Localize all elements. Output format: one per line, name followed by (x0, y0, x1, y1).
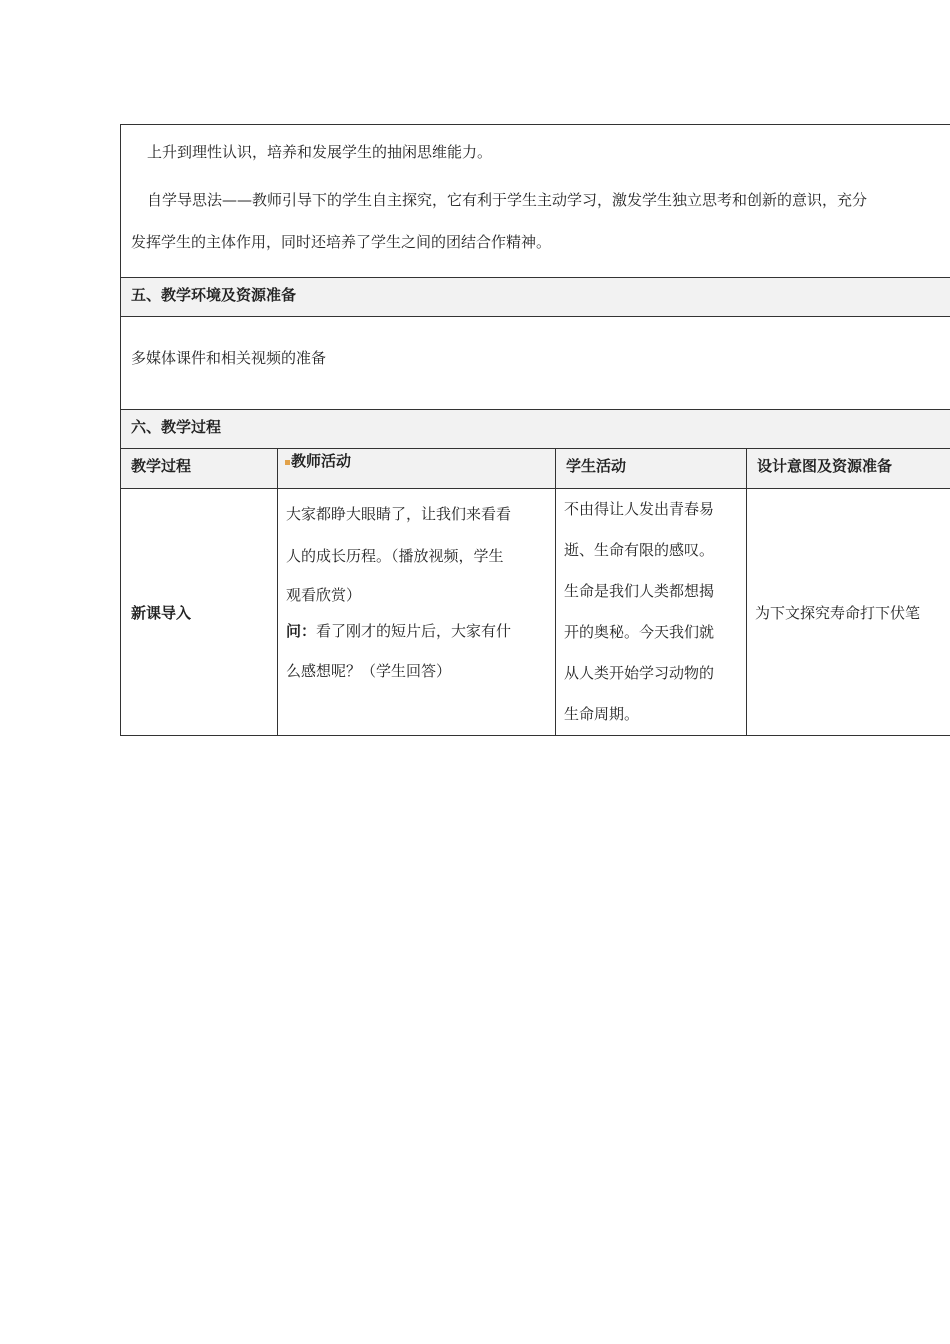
teaching-process-table (120, 448, 950, 736)
design-intent-cell (747, 489, 950, 736)
teacher-activity-cell (278, 489, 556, 736)
student-activity-cell (556, 489, 747, 736)
teacher-line-2: 人的成长历程。（播放视频，学生 (286, 547, 504, 565)
student-line-6: 生命周期。 (564, 705, 640, 723)
teacher-question-line-2: 么感想呢？（学生回答） (286, 662, 452, 680)
student-line-2: 逝、生命有限的感叹。 (564, 541, 715, 559)
section-5-content: 多媒体课件和相关视频的准备 (131, 349, 327, 367)
section-5-content-row (120, 316, 950, 409)
col-header-teacher: 教师活动 (278, 449, 556, 489)
question-label: 问： (286, 622, 317, 640)
section-5-heading: 五、教学环境及资源准备 (131, 286, 297, 304)
student-line-1: 不由得让人发出青春易 (564, 500, 715, 518)
section-6-heading-row (120, 409, 950, 448)
section-5-heading-row (120, 277, 950, 316)
col-header-design: 设计意图及资源准备 (747, 449, 950, 489)
table-row (121, 489, 950, 736)
lesson-plan-document (120, 124, 950, 736)
stage-label: 新课导入 (131, 603, 192, 622)
intro-line-1: 上升到理性认识，培养和发展学生的抽闲思维能力。 (147, 143, 493, 161)
student-line-5: 从人类开始学习动物的 (564, 664, 715, 682)
table-header-row (121, 449, 950, 489)
teacher-line-1: 大家都睁大眼睛了，让我们来看看 (286, 505, 512, 523)
section-6-heading: 六、教学过程 (131, 418, 222, 436)
student-line-3: 生命是我们人类都想揭 (564, 582, 715, 600)
question-text: 看了刚才的短片后，大家有什 (316, 622, 512, 640)
teacher-line-3: 观看欣赏） (286, 586, 362, 604)
col-header-stage: 教学过程 (121, 449, 278, 489)
design-intent-text: 为下文探究寿命打下伏笔 (755, 603, 921, 622)
student-line-4: 开的奥秘。今天我们就 (564, 623, 715, 641)
intro-line-3: 发挥学生的主体作用，同时还培养了学生之间的团结合作精神。 (131, 233, 552, 251)
teacher-question (286, 613, 547, 649)
comment-marker-icon (285, 460, 290, 465)
teaching-method-block (120, 124, 950, 277)
intro-line-2: 自学导思法——教师引导下的学生自主探究，它有利于学生主动学习，激发学生独立思考和创新的意识，充分 (147, 191, 868, 209)
stage-cell (121, 489, 278, 736)
col-header-student: 学生活动 (556, 449, 747, 489)
